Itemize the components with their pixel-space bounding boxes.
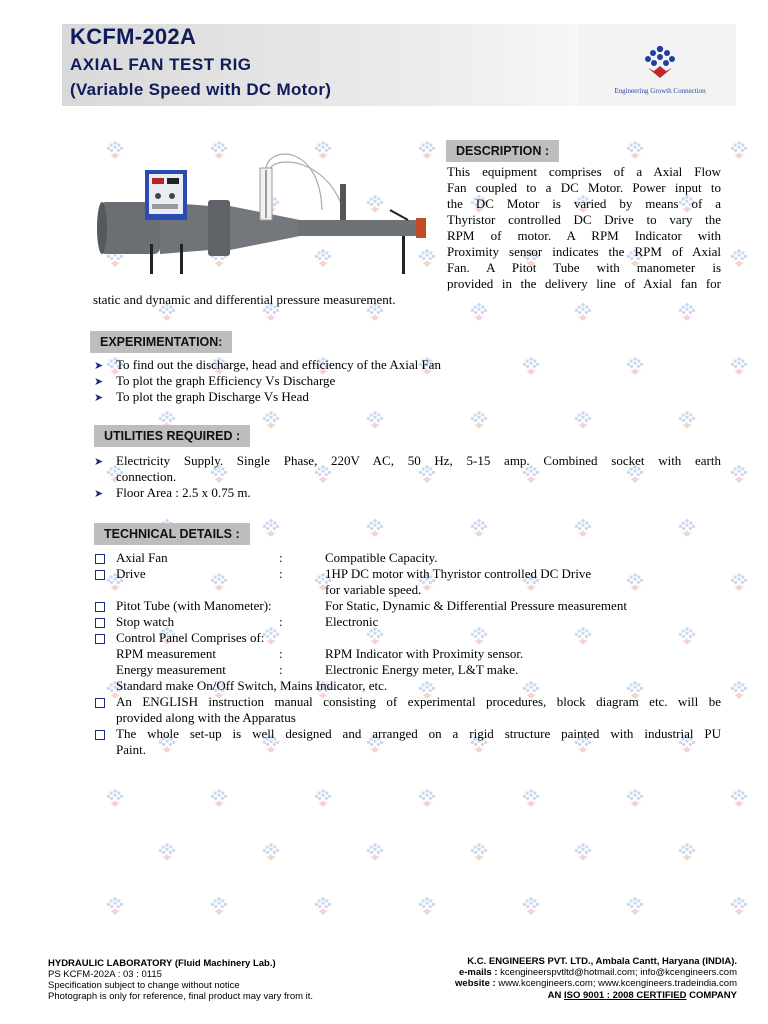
description-line: the DC Motor is varied by means of a (447, 196, 721, 211)
tech-manual-cont: provided along with the Apparatus (116, 710, 296, 725)
watermark-logo-icon (615, 572, 655, 592)
watermark-logo-icon (667, 410, 707, 430)
watermark-logo-icon (511, 356, 551, 376)
watermark-logo-icon (147, 842, 187, 862)
section-label-technical: TECHNICAL DETAILS : (94, 523, 250, 545)
arrow-bullet-icon: ➤ (94, 360, 104, 372)
experiment-item: To find out the discharge, head and efficiency of the Axial Fan (116, 357, 441, 372)
watermark-logo-icon (459, 842, 499, 862)
utility-floor-area: Floor Area : 2.5 x 0.75 m. (116, 485, 251, 500)
watermark-logo-icon (667, 518, 707, 538)
watermark-logo-icon (719, 788, 759, 808)
watermark-logo-icon (303, 896, 343, 916)
watermark-logo-icon (355, 518, 395, 538)
footer-note-1: Specification subject to change without notice (48, 980, 240, 991)
website-value: www.kcengineers.com; www.kcengineers.tradeindia.com (498, 978, 737, 989)
watermark-logo-icon (303, 788, 343, 808)
experiment-item: To plot the graph Discharge Vs Head (116, 389, 309, 404)
emails-label: e-mails : (458, 967, 498, 978)
description-last-line: static and dynamic and differential pressure measurement. (93, 292, 396, 307)
cert-iso: ISO 9001 : 2008 CERTIFIED (564, 990, 687, 1001)
product-subtitle: (Variable Speed with DC Motor) (70, 80, 332, 99)
watermark-logo-icon (719, 680, 759, 700)
product-title: AXIAL FAN TEST RIG (70, 55, 252, 74)
tech-energy-name: Energy measurement (116, 662, 226, 677)
watermark-logo-icon (615, 140, 655, 160)
checkbox-bullet-icon (95, 554, 105, 564)
watermark-logo-icon (459, 518, 499, 538)
watermark-logo-icon (459, 302, 499, 322)
cert-suffix: COMPANY (689, 990, 737, 1001)
tech-setup: The whole set-up is well designed and arranged on a rigid structure painted with industrial PU (116, 726, 721, 741)
footer-emails (459, 967, 737, 978)
watermark-logo-icon (563, 410, 603, 430)
watermark-logo-icon (615, 896, 655, 916)
footer-certification (548, 990, 737, 1001)
tech-axial-fan-value: Compatible Capacity. (325, 550, 438, 565)
watermark-logo-icon (719, 464, 759, 484)
watermark-logo-icon (719, 140, 759, 160)
checkbox-bullet-icon (95, 570, 105, 580)
watermark-logo-icon (667, 626, 707, 646)
tech-rpm-name: RPM measurement (116, 646, 217, 661)
utility-electricity: Electricity Supply. Single Phase, 220V AC, 50 Hz, 5-15 amp. Combined socket with earth (116, 453, 721, 468)
logo-tagline: Engineering Growth Connection (614, 87, 706, 95)
tech-stopwatch-value: Electronic (325, 614, 379, 629)
description-line: Thyristor controlled DC Drive to vary the (447, 212, 721, 227)
description-line: Fan coupled to a DC Motor. Power input to (447, 180, 721, 195)
checkbox-bullet-icon (95, 730, 105, 740)
section-label-experimentation: EXPERIMENTATION: (90, 331, 232, 353)
watermark-logo-icon (95, 896, 135, 916)
watermark-logo-icon (667, 842, 707, 862)
watermark-logo-icon (407, 788, 447, 808)
description-line: RPM of motor. A RPM Indicator with (447, 228, 721, 243)
footer-lab: HYDRAULIC LABORATORY (Fluid Machinery Lab.) (48, 958, 276, 969)
watermark-logo-icon (251, 518, 291, 538)
watermark-logo-icon (199, 896, 239, 916)
description-line: This equipment comprises of a Axial Flow (447, 164, 721, 179)
tech-drive-value: 1HP DC motor with Thyristor controlled DC Drive (325, 566, 592, 581)
watermark-logo-icon (251, 410, 291, 430)
arrow-bullet-icon: ➤ (94, 376, 104, 388)
watermark-logo-icon (95, 788, 135, 808)
utility-electricity-cont: connection. (116, 469, 177, 484)
footer-ps: PS KCFM-202A : 03 : 0115 (48, 969, 162, 980)
experiment-item: To plot the graph Efficiency Vs Discharge (116, 373, 336, 388)
company-logo (600, 44, 720, 95)
tech-standard: Standard make On/Off Switch, Mains Indicator, etc. (116, 678, 388, 693)
tech-sep: : (279, 566, 283, 581)
arrow-bullet-icon: ➤ (94, 488, 104, 500)
tech-rpm-value: RPM Indicator with Proximity sensor. (325, 646, 524, 661)
watermark-logo-icon (355, 842, 395, 862)
section-label-utilities: UTILITIES REQUIRED : (94, 425, 250, 447)
description-line: Fan. A Pitot Tube with manometer is (447, 260, 721, 275)
tech-control-panel: Control Panel Comprises of: (116, 630, 265, 645)
footer-note-2: Photograph is only for reference, final product may vary from it. (48, 991, 314, 1002)
watermark-logo-icon (719, 572, 759, 592)
tech-axial-fan-name: Axial Fan (116, 550, 168, 565)
watermark-logo-icon (199, 788, 239, 808)
watermark-logo-icon (667, 302, 707, 322)
checkbox-bullet-icon (95, 634, 105, 644)
product-photo (90, 140, 435, 280)
logo-icon (640, 44, 680, 80)
footer-company: K.C. ENGINEERS PVT. LTD., Ambala Cantt, Haryana (INDIA). (467, 956, 737, 967)
tech-sep: : (279, 614, 283, 629)
watermark-logo-icon (563, 626, 603, 646)
tech-manual: An ENGLISH instruction manual consisting of experimental procedures, block diagram etc. will be (116, 694, 721, 709)
watermark-logo-icon (511, 788, 551, 808)
watermark-logo-icon (511, 896, 551, 916)
section-label-description: DESCRIPTION : (446, 140, 559, 162)
model-number: KCFM-202A (70, 24, 197, 49)
tech-drive-name: Drive (116, 566, 146, 581)
arrow-bullet-icon: ➤ (94, 456, 104, 468)
emails-value: kcengineerspvtltd@hotmail.com; info@kcengineers.com (500, 967, 737, 978)
website-label: website : (455, 978, 496, 989)
watermark-logo-icon (719, 248, 759, 268)
tech-sep: : (279, 550, 283, 565)
watermark-logo-icon (355, 410, 395, 430)
tech-energy-value: Electronic Energy meter, L&T make. (325, 662, 519, 677)
tech-sep: : (279, 662, 283, 677)
watermark-logo-icon (199, 572, 239, 592)
description-line: provided in the delivery line of Axial fan for (447, 276, 721, 291)
tech-sep: : (279, 646, 283, 661)
tech-drive-value-cont: for variable speed. (325, 582, 422, 597)
tech-setup-cont: Paint. (116, 742, 146, 757)
watermark-logo-icon (719, 896, 759, 916)
watermark-logo-icon (563, 842, 603, 862)
watermark-logo-icon (251, 842, 291, 862)
watermark-logo-icon (563, 302, 603, 322)
checkbox-bullet-icon (95, 618, 105, 628)
tech-pitot-value: For Static, Dynamic & Differential Pressure measurement (325, 598, 627, 613)
watermark-logo-icon (563, 518, 603, 538)
watermark-logo-icon (615, 788, 655, 808)
description-line: Proximity sensor indicates the RPM of Axial (447, 244, 721, 259)
watermark-logo-icon (615, 356, 655, 376)
tech-pitot-name: Pitot Tube (with Manometer): (116, 598, 272, 613)
tech-stopwatch-name: Stop watch (116, 614, 175, 629)
checkbox-bullet-icon (95, 602, 105, 612)
arrow-bullet-icon: ➤ (94, 392, 104, 404)
watermark-logo-icon (459, 626, 499, 646)
checkbox-bullet-icon (95, 698, 105, 708)
footer-website (455, 978, 737, 989)
cert-prefix: AN (547, 990, 562, 1001)
watermark-logo-icon (407, 896, 447, 916)
watermark-logo-icon (459, 410, 499, 430)
watermark-logo-icon (719, 356, 759, 376)
